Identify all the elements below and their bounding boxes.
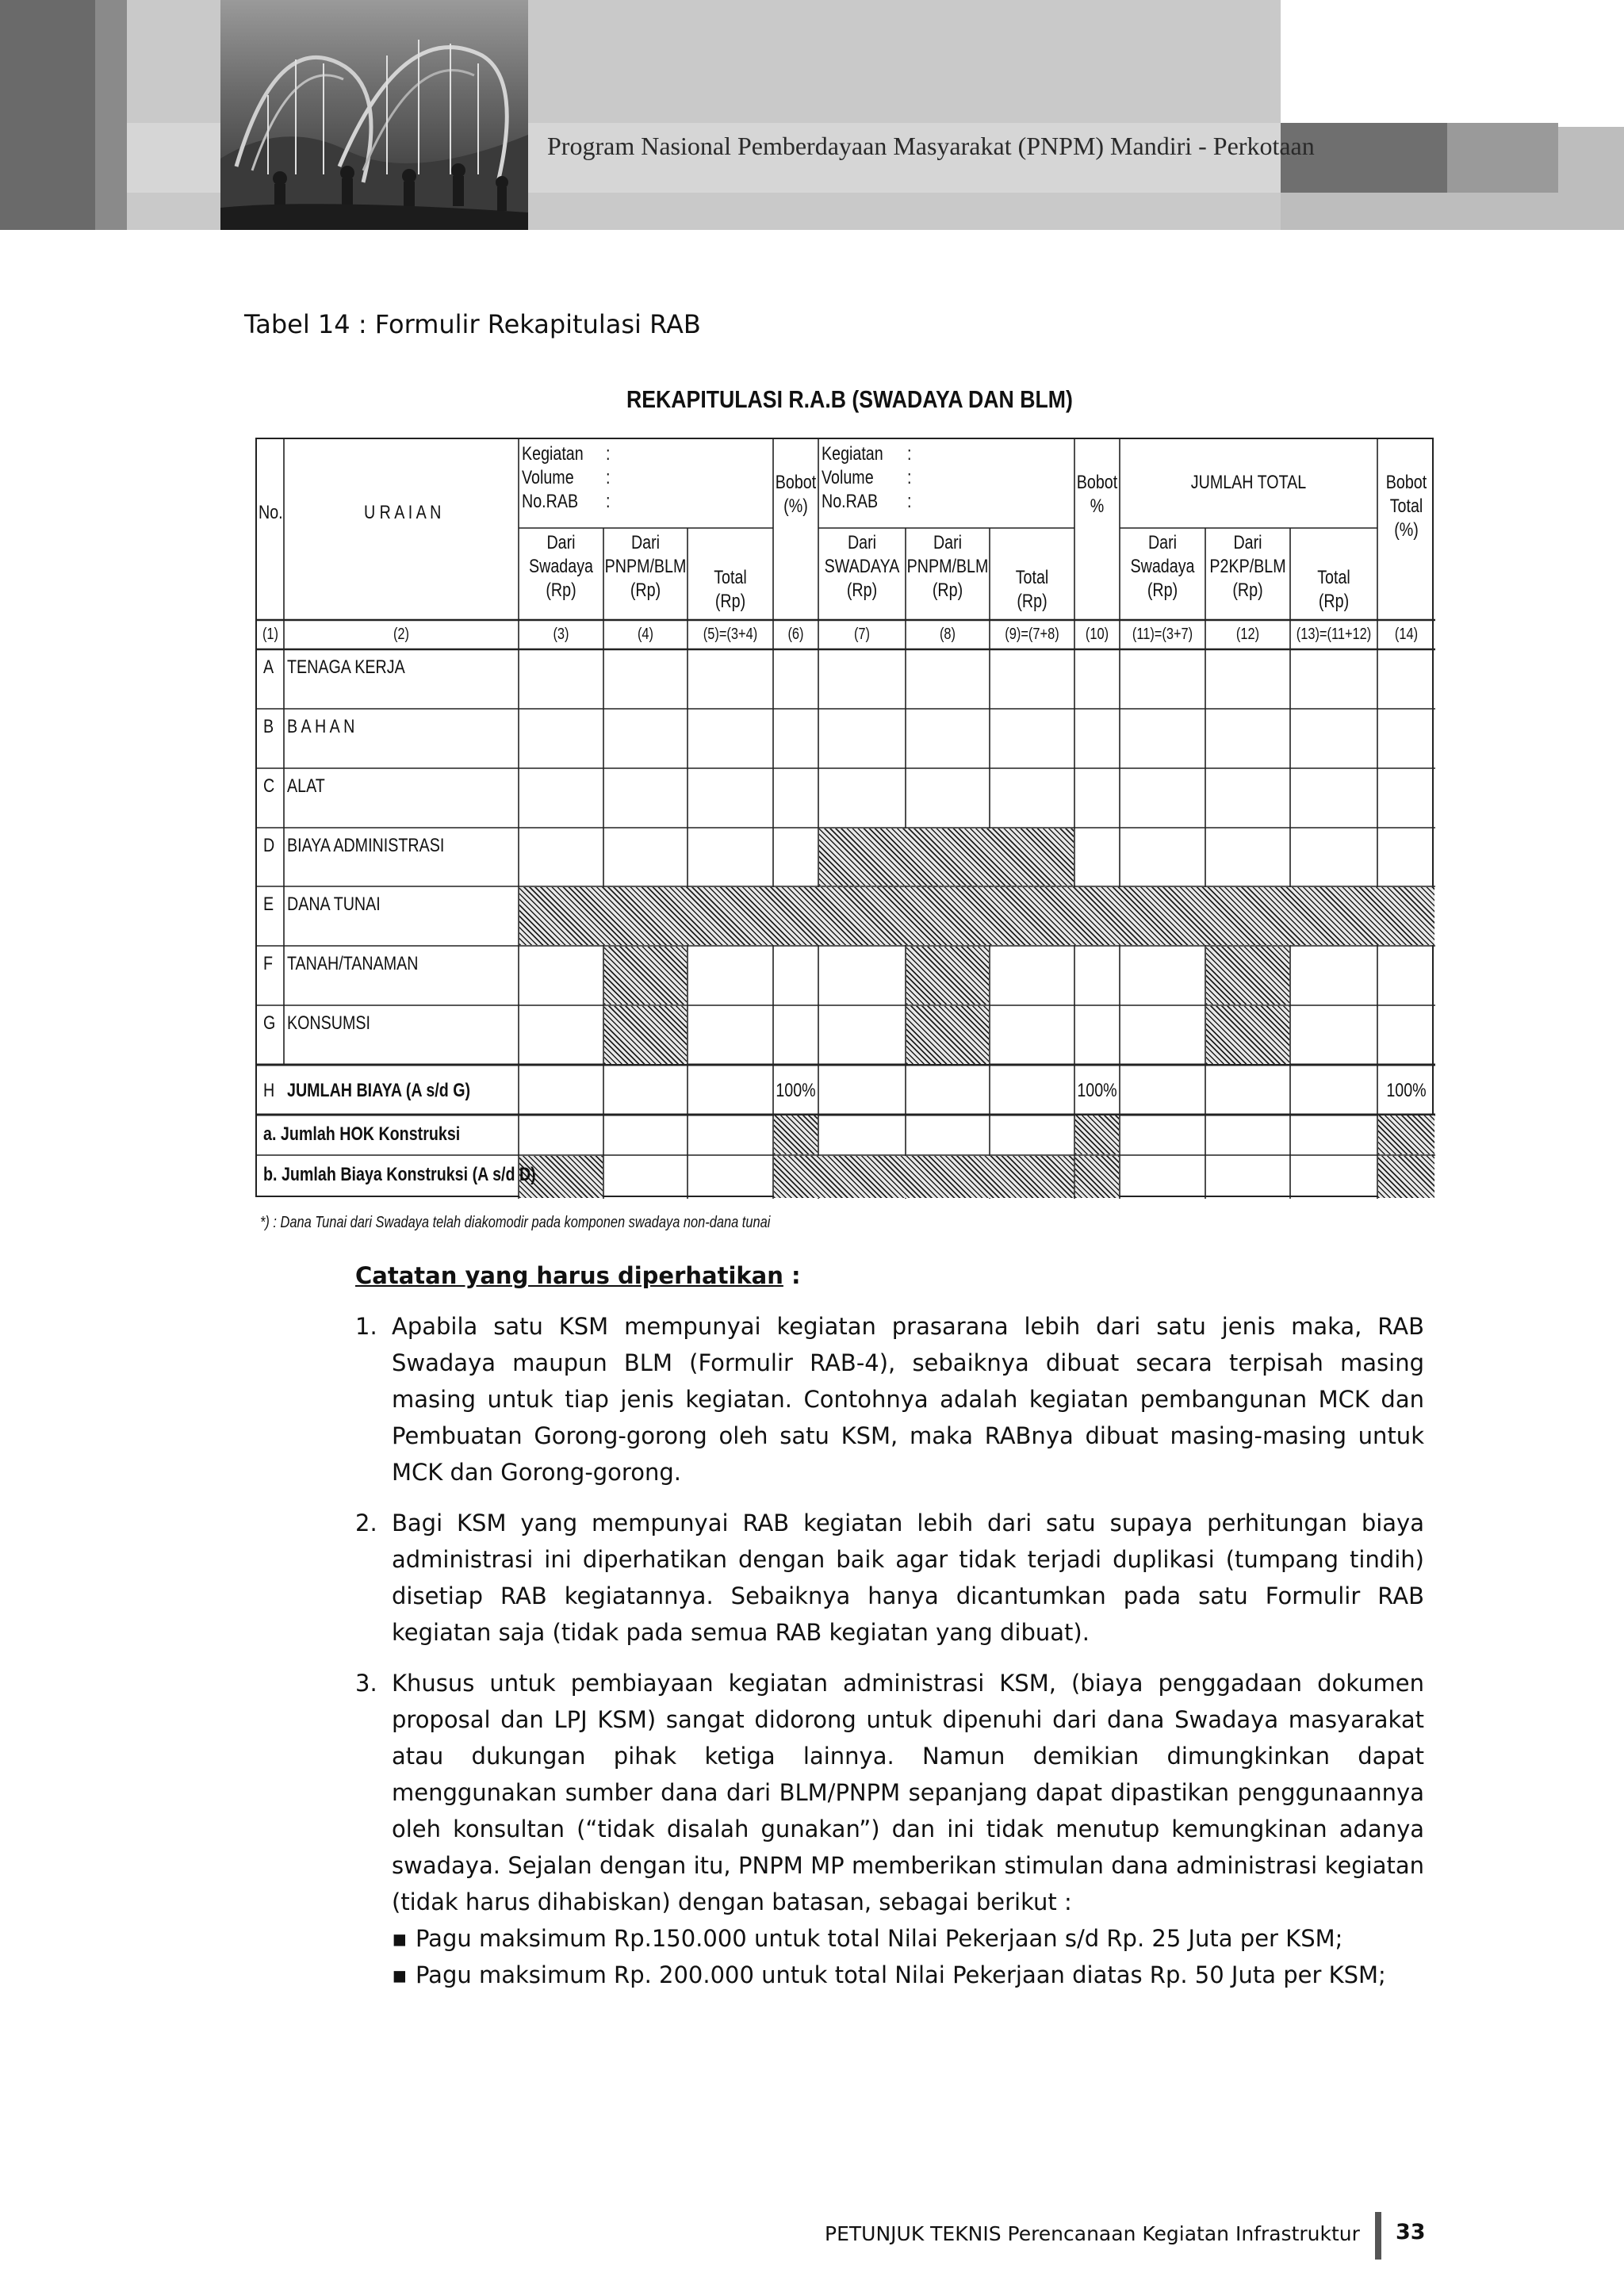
rab-summary-table	[255, 438, 1434, 1197]
column-number: (9)=(7+8)	[1005, 626, 1059, 643]
notes-section	[355, 1257, 1424, 1993]
note-item	[355, 1308, 1424, 1490]
row-code: A	[263, 656, 274, 678]
bullet-text: Pagu maksimum Rp. 200.000 untuk total Nilai Pekerjaan diatas Rp. 50 Juta per KSM;	[416, 1961, 1386, 1988]
note-text: Bagi KSM yang mempunyai RAB kegiatan lebih dari satu supaya perhitungan biaya administrasi ini diperhatikan dengan baik agar tidak terjadi duplikasi (tumpang tindih) disetiap RAB kegiatannya. Sebaiknya hanya dicantumkan pada satu Formulir RAB kegiatan saja (tidak pada semua RAB kegiatan yang dibuat).	[392, 1510, 1424, 1646]
hatched-cell	[1075, 1156, 1119, 1198]
row-code: F	[263, 953, 274, 974]
hatched-cell	[1378, 1156, 1434, 1198]
note-number: 3.	[355, 1670, 377, 1697]
note-text: Khusus untuk pembiayaan kegiatan administrasi KSM, (biaya penggadaan dokumen proposal dan LPJ KSM) sangat didorong untuk dipenuhi dari dana Swadaya masyarakat atau dukungan pihak ketiga lainnya. Namun demikian dimungkinkan dapat menggunakan sumber dana dari BLM/PNPM sepanjang dapat dipastikan penggunaannya oleh konsultan (“tidak disalah gunakan”) dan ini tidak menutup kemungkinan adanya swadaya. Sejalan dengan itu, PNPM MP memberikan stimulan dana administrasi kegiatan (tidak harus dihabiskan) dengan batasan, sebagai berikut :	[392, 1670, 1424, 1915]
column-number: (3)	[553, 626, 569, 643]
row-label: BIAYA ADMINISTRASI	[287, 835, 445, 856]
percent-total: 100%	[1386, 1080, 1427, 1101]
header-bobot: Bobot (%)	[775, 472, 817, 517]
header-c11: Dari Swadaya (Rp)	[1130, 532, 1195, 601]
note-number: 2.	[355, 1510, 377, 1536]
header-c7: Dari SWADAYA (Rp)	[824, 532, 900, 601]
header-c8: Dari PNPM/BLM (Rp)	[906, 532, 989, 601]
page-number: 33	[1396, 2220, 1426, 2244]
notes-heading	[355, 1257, 1424, 1294]
header-c3: Dari Swadaya (Rp)	[529, 532, 593, 601]
header-kegiatan-colon: : : :	[907, 443, 912, 512]
column-number: (8)	[939, 626, 956, 643]
bullet-text: Pagu maksimum Rp.150.000 untuk total Nilai Pekerjaan s/d Rp. 25 Juta per KSM;	[416, 1925, 1343, 1952]
banner-bg	[0, 0, 1281, 230]
hatched-cell	[1378, 1115, 1434, 1154]
header-c13: Total (Rp)	[1317, 567, 1350, 612]
row-label: TENAGA KERJA	[287, 656, 405, 678]
note-bullet	[392, 1920, 1424, 1957]
column-number: (11)=(3+7)	[1132, 626, 1193, 643]
notes-title: Catatan yang harus diperhatikan	[355, 1262, 783, 1289]
hatched-cell	[604, 1006, 687, 1064]
column-number: (5)=(3+4)	[703, 626, 758, 643]
note-item	[355, 1505, 1424, 1651]
row-code: D	[263, 835, 275, 856]
hatched-cell	[819, 828, 1074, 886]
note-item	[355, 1665, 1424, 1993]
footer-title: PETUNJUK TEKNIS Perencanaan Kegiatan Infrastruktur	[825, 2222, 1360, 2245]
header-no: No.	[259, 502, 283, 523]
hatched-cell	[519, 887, 1434, 945]
row-label: DANA TUNAI	[287, 894, 381, 915]
header-c9: Total (Rp)	[1015, 567, 1049, 612]
column-number: (14)	[1394, 626, 1419, 643]
row-label: KONSUMSI	[287, 1012, 370, 1034]
row-label-extra: a. Jumlah HOK Konstruksi	[263, 1123, 461, 1145]
column-number: (1)	[262, 626, 279, 643]
note-text: Apabila satu KSM mempunyai kegiatan prasarana lebih dari satu jenis maka, RAB Swadaya maupun BLM (Formulir RAB-4), sebaiknya dibuat secara terpisah masing masing untuk tiap jenis kegiatan. Contohnya adalah kegiatan pembangunan MCK dan Pembuatan Gorong-gorong oleh satu KSM, maka RABnya dibuat masing-masing untuk MCK dan Gorong-gorong.	[392, 1313, 1424, 1486]
column-number: (4)	[637, 626, 654, 643]
footer-divider	[1375, 2212, 1381, 2260]
header-program-title: Program Nasional Pemberdayaan Masyarakat (PNPM) Mandiri - Perkotaan	[547, 132, 1315, 160]
column-number: (12)	[1235, 626, 1260, 643]
column-number: (10)	[1085, 626, 1109, 643]
table-footnote: *) : Dana Tunai dari Swadaya telah diakomodir pada komponen swadaya non-dana tunai	[260, 1214, 771, 1231]
percent-total: 100%	[1077, 1080, 1117, 1101]
hatched-cell	[774, 1115, 818, 1154]
note-bullet	[392, 1957, 1424, 1993]
header-kegiatan-colon: : : :	[606, 443, 611, 512]
hatched-cell	[1075, 1115, 1119, 1154]
header-jumlah-total: JUMLAH TOTAL	[1190, 472, 1307, 493]
row-code: C	[263, 775, 275, 797]
hatched-cell	[1206, 947, 1289, 1004]
table-title: REKAPITULASI R.A.B (SWADAYA DAN BLM)	[626, 385, 1073, 413]
notes-title-suffix: :	[783, 1262, 801, 1289]
banner-stripe	[0, 0, 95, 230]
row-code: B	[263, 716, 274, 737]
hatched-cell	[604, 947, 687, 1004]
column-number: (2)	[393, 626, 410, 643]
header-bobot-total: Bobot Total (%)	[1385, 472, 1427, 541]
hatched-cell	[774, 1156, 1074, 1198]
header-c4: Dari PNPM/BLM (Rp)	[604, 532, 687, 601]
bullet-square-icon: ▪	[392, 1925, 408, 1952]
banner-stripe	[95, 0, 127, 230]
construction-photo-image	[220, 0, 528, 230]
row-label: ALAT	[287, 775, 325, 797]
bullet-square-icon: ▪	[392, 1961, 408, 1988]
header-kegiatan-label: Kegiatan Volume No.RAB	[822, 443, 883, 512]
header-kegiatan-label: Kegiatan Volume No.RAB	[522, 443, 584, 512]
column-number: (7)	[853, 626, 871, 643]
hatched-cell	[1206, 1006, 1289, 1064]
header-bobot: Bobot %	[1076, 472, 1118, 517]
row-label: B A H A N	[287, 716, 355, 737]
header-c12: Dari P2KP/BLM (Rp)	[1209, 532, 1286, 601]
column-number: (13)=(11+12)	[1296, 626, 1372, 643]
hatched-cell	[906, 1006, 989, 1064]
percent-total: 100%	[776, 1080, 816, 1101]
row-code: E	[263, 894, 274, 915]
header-uraian: U R A I A N	[364, 502, 442, 523]
header-photo	[220, 0, 528, 230]
banner-corner	[1281, 0, 1624, 127]
header-c5: Total (Rp)	[714, 567, 747, 612]
table-caption: Tabel 14 : Formulir Rekapitulasi RAB	[244, 309, 701, 339]
row-code: G	[263, 1012, 276, 1034]
row-label-total: JUMLAH BIAYA (A s/d G)	[287, 1080, 471, 1101]
hatched-cell	[906, 947, 989, 1004]
column-number: (6)	[787, 626, 804, 643]
note-number: 1.	[355, 1313, 377, 1340]
row-code: H	[263, 1080, 275, 1101]
row-label: TANAH/TANAMAN	[287, 953, 419, 974]
banner-block-mid	[1447, 123, 1558, 193]
row-label-extra: b. Jumlah Biaya Konstruksi (A s/d D)	[263, 1164, 536, 1185]
